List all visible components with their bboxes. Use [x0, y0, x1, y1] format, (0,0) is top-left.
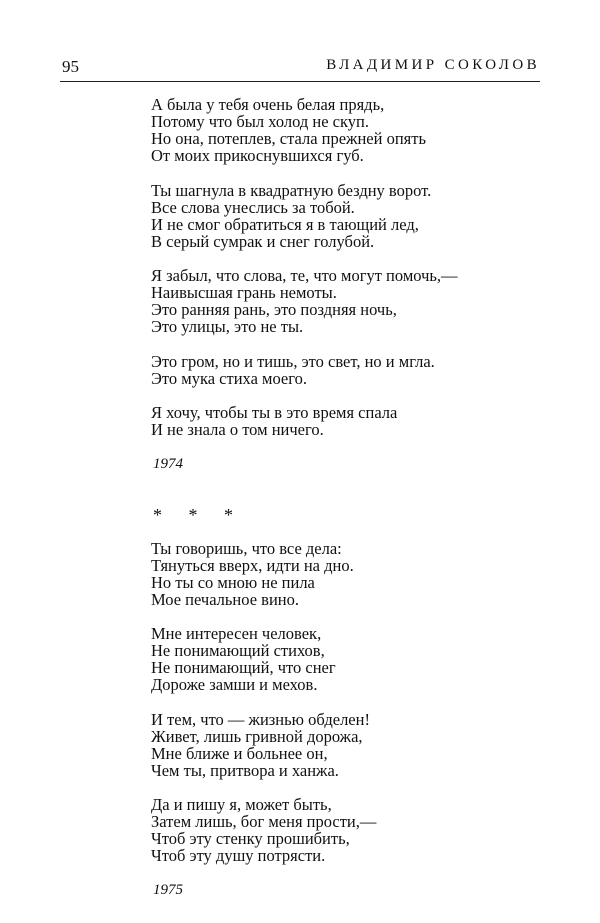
poem-line: Чем ты, притвора и ханжа.	[151, 760, 339, 780]
stanza	[151, 353, 551, 387]
poem-line: Тянуться вверх, идти на дно.	[151, 555, 354, 575]
poem-line: И не знала о том ничего.	[151, 420, 324, 439]
poem-line: Мое печальное вино.	[151, 589, 299, 609]
poem-line: Чтоб эту стенку прошибить,	[151, 829, 350, 848]
stanza	[151, 711, 551, 779]
poem-line: Не понимающий стихов,	[151, 641, 325, 660]
poem-line: Чтоб эту душу потрясти.	[151, 846, 326, 865]
poem-line: Я забыл, что слова, те, что могут помочь,—	[151, 266, 458, 285]
poem-line: Да и пишу я, может быть,	[151, 795, 332, 814]
stanza	[151, 796, 551, 864]
poem-line: Наивысшая грань немоты.	[151, 283, 337, 302]
poem-date: 1975	[153, 881, 183, 898]
poem-line: И не смог обратиться я в тающий лед,	[151, 214, 419, 234]
poem-line: Я хочу, чтобы ты в это время спала	[151, 403, 398, 422]
poem-line: Мне ближе и больнее он,	[151, 743, 328, 763]
poem-line: Дороже замши и мехов.	[151, 675, 318, 694]
stanza	[151, 267, 551, 335]
poem-line: Потому что был холод не скуп.	[151, 112, 369, 131]
poem-line: Мне интересен человек,	[151, 624, 322, 643]
poem-line: От моих прикоснувшихся губ.	[151, 146, 364, 165]
stanza	[151, 404, 551, 438]
poem-line: Живет, лишь гривной дорожа,	[151, 726, 363, 746]
poem-line: Но ты со мною не пила	[151, 572, 315, 592]
stanza	[151, 182, 551, 250]
poem-line: Но она, потеплев, стала прежней опять	[151, 129, 426, 148]
poem-line: Это мука стиха моего.	[151, 368, 307, 388]
poem-2	[151, 504, 551, 899]
stanza	[151, 96, 551, 164]
poem-line: Не понимающий, что снег	[151, 658, 336, 677]
poem-date: 1974	[153, 455, 183, 472]
stanza	[151, 625, 551, 693]
asterism-separator: * * *	[153, 504, 244, 525]
stanza	[151, 540, 551, 608]
poem-1	[151, 96, 551, 473]
poem-line: Это ранняя рань, это поздняя ночь,	[151, 300, 397, 319]
poem-line: Ты шагнула в квадратную бездну ворот.	[151, 180, 432, 200]
page-number: 95	[62, 57, 79, 76]
running-head-author: ВЛАДИМИР СОКОЛОВ	[326, 57, 540, 73]
poem-line: Это улицы, это не ты.	[151, 317, 304, 336]
poem-line: А была у тебя очень белая прядь,	[151, 95, 385, 114]
poem-line: В серый сумрак и снег голубой.	[151, 231, 375, 251]
page-body	[151, 96, 551, 899]
poem-line: Это гром, но и тишь, это свет, но и мгла.	[151, 351, 435, 371]
poem-line: Ты говоришь, что все дела:	[151, 538, 342, 558]
poem-line: Затем лишь, бог меня прости,—	[151, 812, 377, 831]
poem-line: Все слова унеслись за тобой.	[151, 197, 355, 217]
page-header	[60, 55, 540, 82]
poem-line: И тем, что — жизнью обделен!	[151, 709, 370, 729]
